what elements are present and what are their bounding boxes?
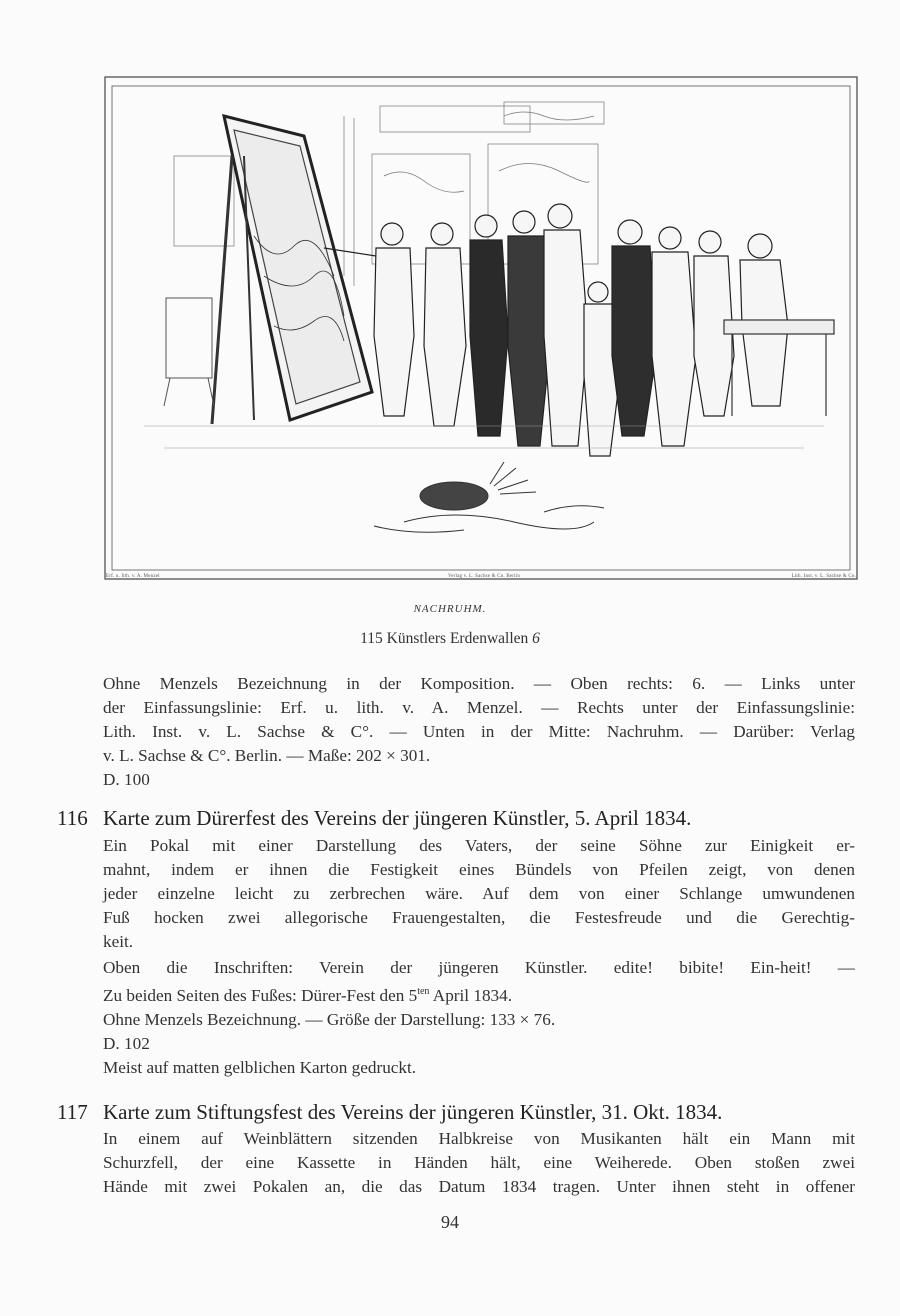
lithograph-illustration [104, 76, 858, 582]
entry-117-heading [57, 1098, 857, 1126]
signature-line: Ohne Menzels Bezeichnung. — Größe der Darstellung: 133 × 76. [103, 1010, 556, 1029]
text-line: In einem auf Weinblättern sitzenden Halbkreise von Musikanten hält ein Mann mit [103, 1129, 855, 1148]
text-line: Ohne Menzels Bezeichnung in der Komposition. — Oben rechts: 6. — Links unter [103, 674, 855, 693]
imprint-left: Erf. u. lith. v. A. Menzel [106, 574, 160, 579]
entry-116-description [103, 834, 855, 954]
figure-number: 115 [360, 630, 383, 647]
entry-number: 116 [57, 806, 88, 830]
inscriptions-line: Oben die Inschriften: Verein der jüngeren Künstler. edite! bibite! Ein-heit! — [103, 958, 855, 977]
text-line: v. L. Sachse & C°. Berlin. — Maße: 202 × 301. [103, 746, 431, 765]
page-number: 94 [441, 1212, 459, 1232]
imprint-right: Lith. Inst. v. L. Sachse & Co. [791, 574, 856, 579]
text-line: mahnt, indem er ihnen die Festigkeit eines Bündels von Pfeilen zeigt, von denen [103, 860, 855, 879]
figure-caption [0, 630, 900, 648]
text-line: Ein Pokal mit einer Darstellung des Vaters, der seine Söhne zur Einigkeit er- [103, 836, 855, 855]
figure-title: Künstlers Erdenwallen [386, 630, 529, 647]
inscriptions-text: Zu beiden Seiten des Fußes: Dürer-Fest den 5 [103, 986, 418, 1005]
entry-115-description [103, 672, 855, 792]
text-line: der Einfassungslinie: Erf. u. lith. v. A. Menzel. — Rechts unter der Einfassungslinie: [103, 698, 855, 717]
print-note: Meist auf matten gelblichen Karton gedruckt. [103, 1058, 417, 1077]
inscriptions-line-2 [103, 980, 855, 1008]
inscriptions-text-end: April 1834. [429, 986, 513, 1005]
plate-title: NACHRUHM. [413, 603, 487, 615]
text-line: jeder einzelne leicht zu zerbrechen wäre. Auf dem von einer Schlange umwundenen [103, 884, 855, 903]
entry-116-heading [57, 804, 857, 832]
entry-number: 117 [57, 1100, 88, 1124]
text-line: Schurzfell, der eine Kassette in Händen hält, eine Weiherede. Oben stoßen zwei [103, 1153, 855, 1172]
text-line: Hände mit zwei Pokalen an, die das Datum 1834 tragen. Unter ihnen steht in offener [103, 1177, 855, 1196]
entry-title: Karte zum Stiftungsfest des Vereins der jüngeren Künstler, 31. Okt. 1834. [103, 1100, 723, 1124]
entry-116-details [103, 956, 855, 1080]
superscript: ten [417, 986, 430, 997]
plate-number: 6 [532, 630, 540, 647]
reference: D. 100 [103, 770, 150, 789]
entry-117-description [103, 1127, 855, 1199]
imprint-center: Verlag v. L. Sachse & Co. Berlin [448, 574, 521, 579]
text-line: keit. [103, 932, 134, 951]
illustration-drawing [104, 76, 858, 582]
plate-imprints [104, 574, 858, 584]
text-line: Fuß hocken zwei allegorische Frauengestalten, die Festesfreude und die Gerechtig- [103, 908, 855, 927]
entry-title: Karte zum Dürerfest des Vereins der jüngeren Künstler, 5. April 1834. [103, 806, 692, 830]
reference: D. 102 [103, 1034, 150, 1053]
text-line: Lith. Inst. v. L. Sachse & C°. — Unten in der Mitte: Nachruhm. — Darüber: Verlag [103, 722, 855, 741]
